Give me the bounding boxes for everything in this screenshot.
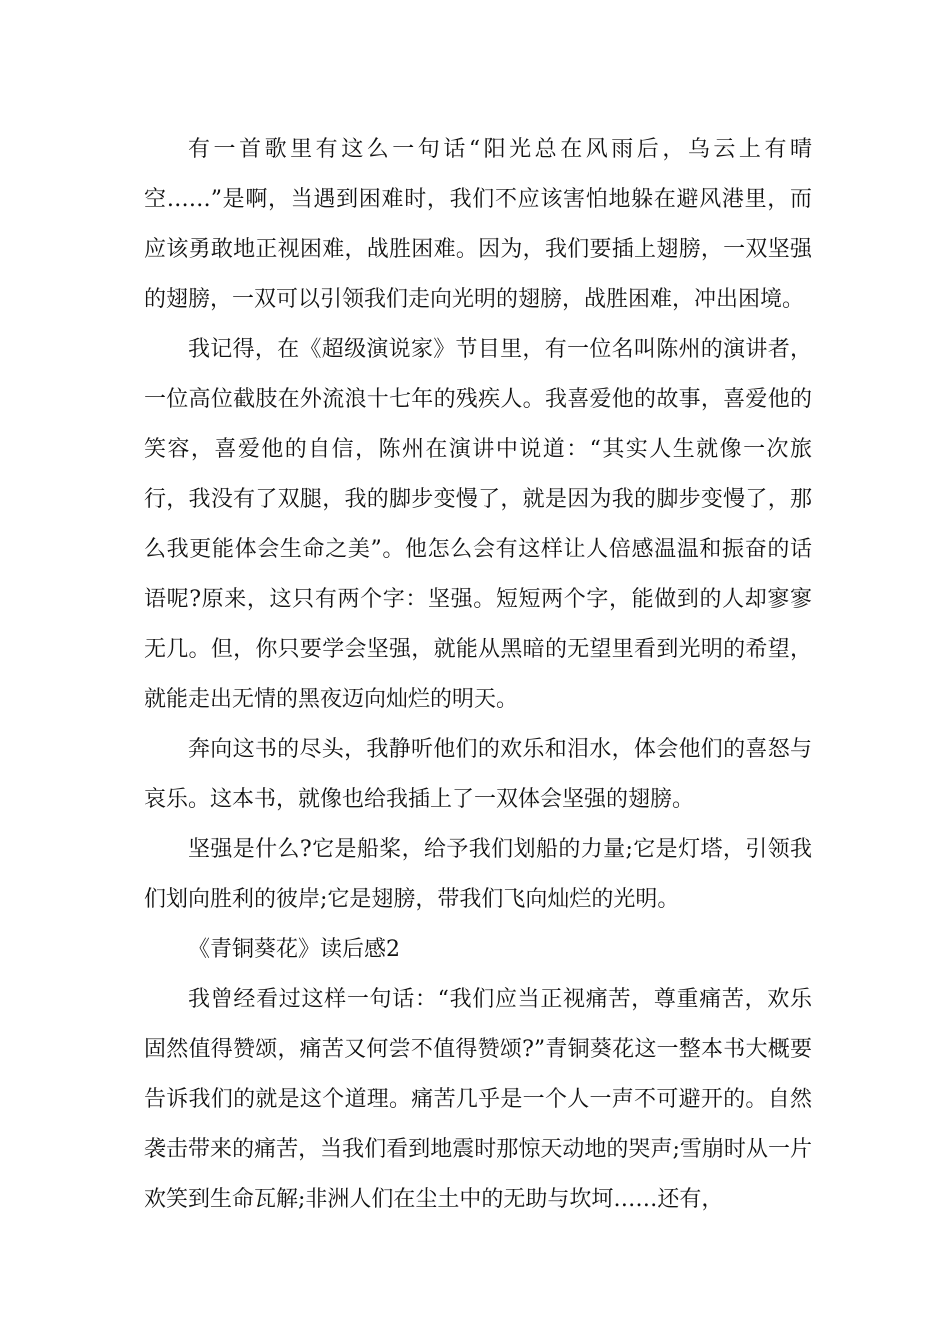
section-heading: 《青铜葵花》读后感2 [188, 937, 400, 962]
paragraph-2: 我记得，在《超级演说家》节目里，有一位名叫陈州的演讲者，一位高位截肢在外流浪十七年的残疾人。我喜爱他的故事，喜爱他的笑容，喜爱他的自信，陈州在演讲中说道：“其实人生就像一次旅行，我没有了双腿，我的脚步变慢了，就是因为我的脚步变慢了，那么我更能体会生命之美”。他怎么会有这样让人倍感温温和振奋的话语呢?原来，这只有两个字：坚强。短短两个字，能做到的人却寥寥无几。但，你只要学会坚强，就能从黑暗的无望里看到光明的希望，就能走出无情的黑夜迈向灿烂的明天。 [144, 337, 812, 712]
paragraph-4: 坚强是什么?它是船桨，给予我们划船的力量;它是灯塔，引领我们划向胜利的彼岸;它是翅膀，带我们飞向灿烂的光明。 [144, 837, 812, 912]
document-body [144, 125, 812, 1225]
paragraph-3: 奔向这书的尽头，我静听他们的欢乐和泪水，体会他们的喜怒与哀乐。这本书，就像也给我插上了一双体会坚强的翅膀。 [144, 737, 812, 812]
paragraph-1: 有一首歌里有这么一句话“阳光总在风雨后，乌云上有晴空……”是啊，当遇到困难时，我们不应该害怕地躲在避风港里，而应该勇敢地正视困难，战胜困难。因为，我们要插上翅膀，一双坚强的翅膀，一双可以引领我们走向光明的翅膀，战胜困难，冲出困境。 [144, 137, 812, 312]
paragraph-5: 我曾经看过这样一句话：“我们应当正视痛苦，尊重痛苦，欢乐固然值得赞颂，痛苦又何尝不值得赞颂?”青铜葵花这一整本书大概要告诉我们的就是这个道理。痛苦几乎是一个人一声不可避开的。自然袭击带来的痛苦，当我们看到地震时那惊天动地的哭声;雪崩时从一片欢笑到生命瓦解;非洲人们在尘土中的无助与坎坷……还有， [144, 987, 812, 1212]
